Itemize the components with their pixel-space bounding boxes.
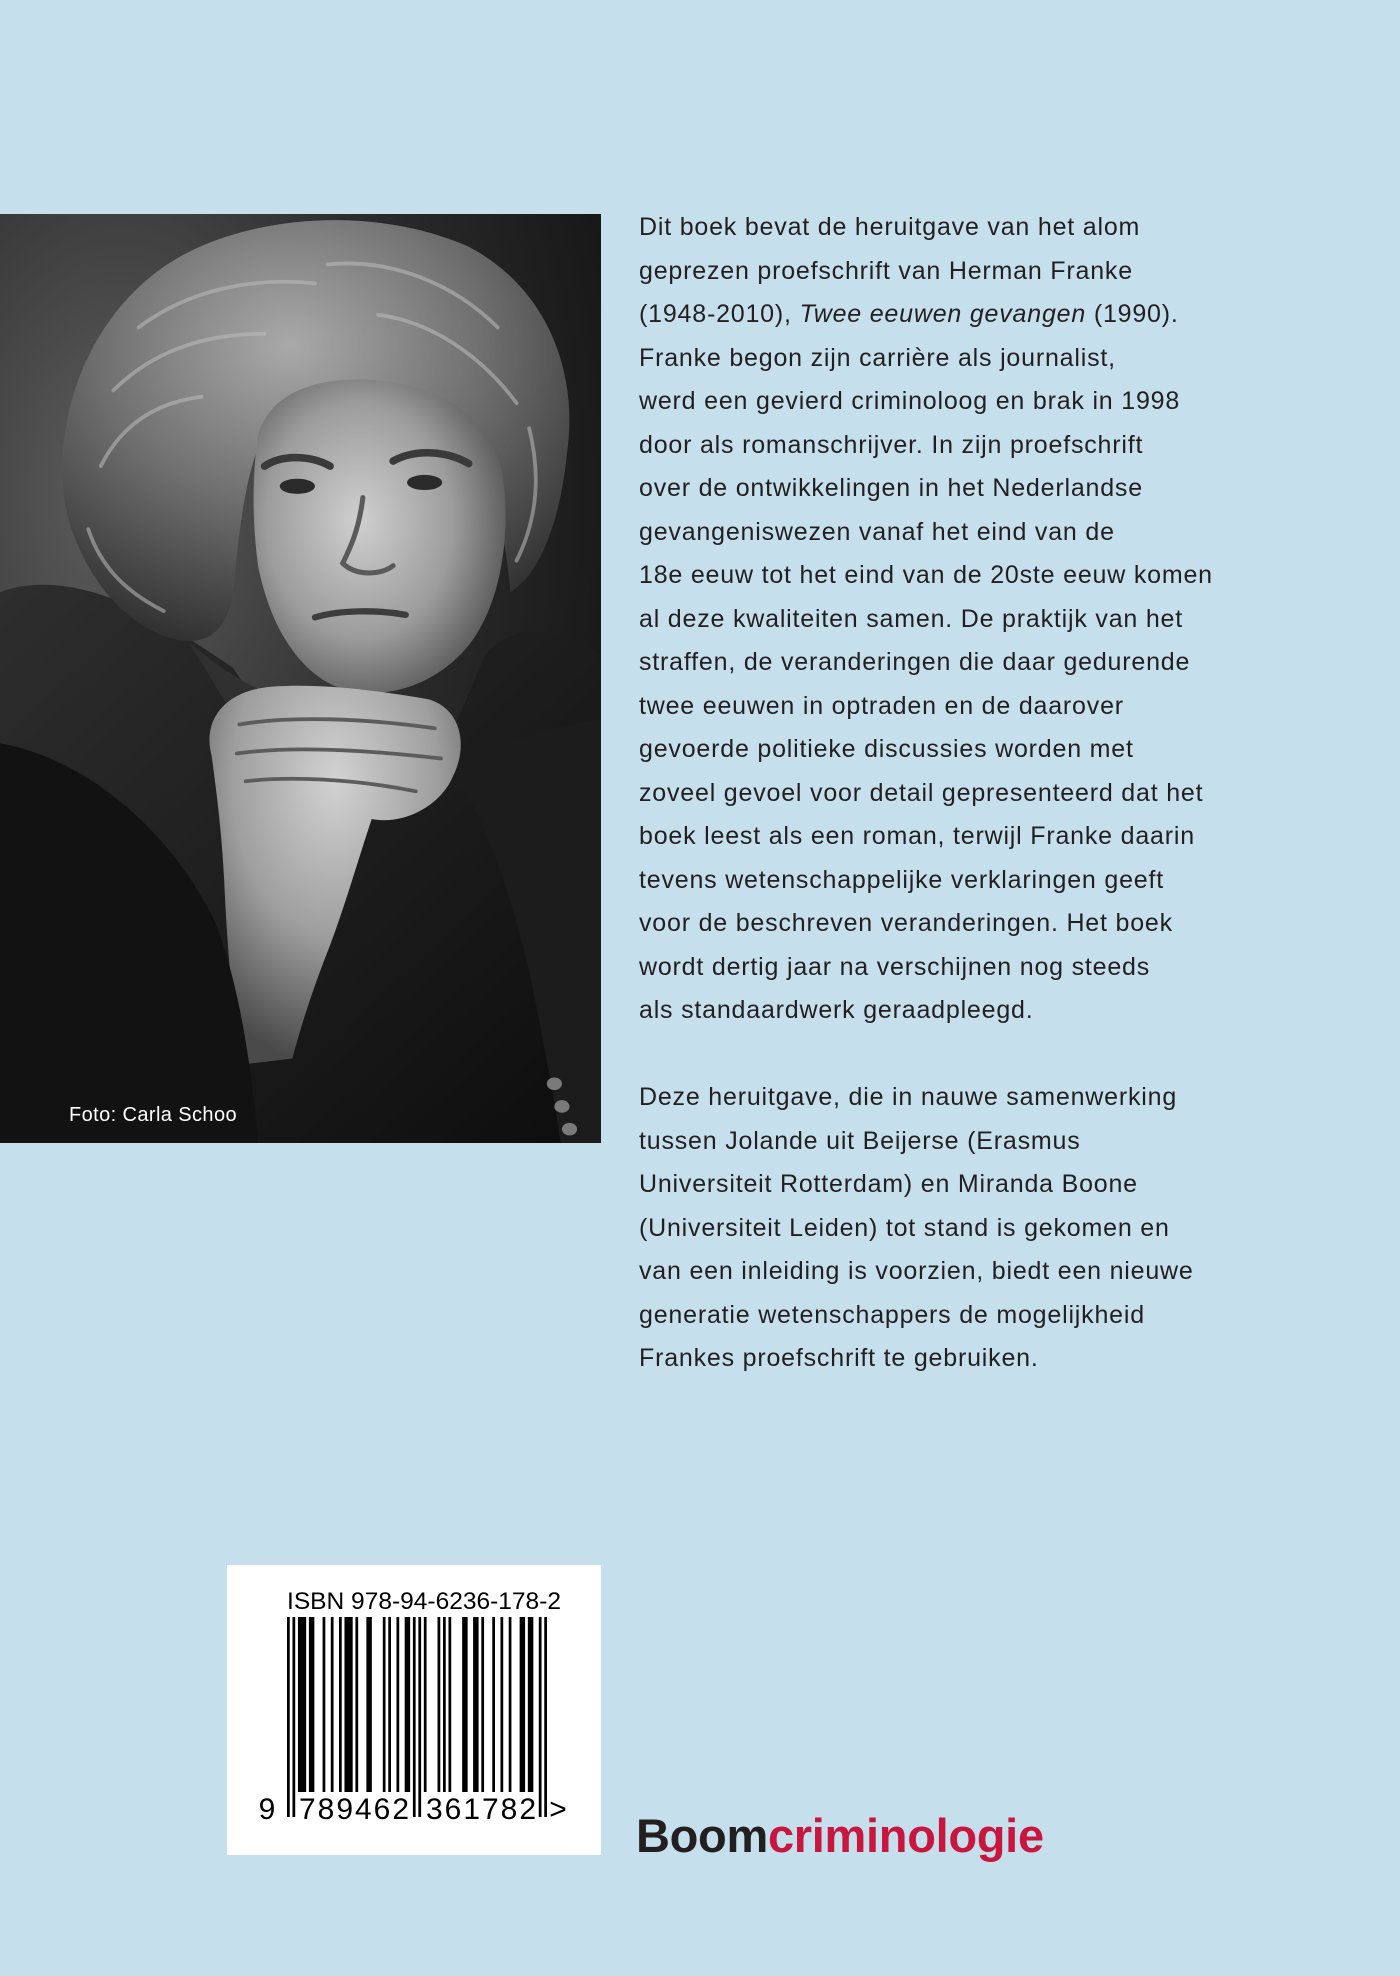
barcode-bar [366,1617,371,1792]
isbn-barcode-box [227,1565,601,1855]
barcode-guard-bar [418,1617,421,1817]
blurb-line: al deze kwaliteiten samen. De praktijk van het [639,604,1184,633]
ean-end-mark: > [549,1793,567,1826]
barcode-bar [492,1617,495,1792]
blurb-line: boek leest als een roman, terwijl Franke daarin [639,822,1195,850]
isbn-label: ISBN 978-94-6236-178-2 [287,1588,561,1615]
barcode-bar [331,1617,334,1792]
barcode-bar [309,1617,314,1792]
logo-boom: Boom [636,1809,768,1862]
blurb-line: tevens wetenschappelijke verklaringen geeft [639,865,1164,894]
blurb-line: twee eeuwen in optraden en de daarover [639,691,1124,720]
barcode-bar [298,1617,306,1792]
blurb-line: van een inleiding is voorzien, biedt een nieuwe [639,1257,1194,1285]
blurb-line: Deze heruitgave, die in nauwe samenwerking [639,1083,1178,1111]
barcode-bar [424,1617,427,1792]
barcode-bar [473,1617,478,1792]
barcode-bars [287,1617,547,1817]
logo-criminologie: criminologie [767,1809,1044,1862]
barcode-bar [520,1617,525,1792]
left-eye [280,479,315,494]
blurb-line: geprezen proefschrift van Herman Franke [639,256,1133,285]
blurb-line: als standaardwerk geraadpleegd. [639,996,1034,1024]
blurb-line: gevangeniswezen vanaf het eind van de [639,517,1115,546]
barcode-bar [438,1617,441,1792]
barcode-bar [383,1617,386,1792]
barcode-guard-bar [413,1617,416,1817]
blurb-line: zoveel gevoel voor detail gepresenteerd dat het [639,778,1204,807]
blurb-line: voor de beschreven veranderingen. Het boek [639,909,1173,937]
barcode-guard-bar [287,1617,290,1817]
book-title: Twee eeuwen gevangen [799,300,1087,328]
blurb-line: (Universiteit Leiden) tot stand is gekomen en [639,1213,1170,1242]
blurb-text: (1990). [1086,300,1179,328]
blurb-line: generatie wetenschappers de mogelijkheid [639,1300,1145,1329]
barcode-guard-bar [544,1617,547,1817]
blurb-line: straffen, de veranderingen die daar gedurende [639,648,1191,676]
blurb-line: tussen Jolande uit Beijerse (Erasmus [639,1126,1081,1155]
barcode-bar [509,1617,512,1792]
blurb-line: 18e eeuw tot het eind van de 20ste eeuw komen [639,561,1213,589]
barcode-guard-bar [292,1617,295,1817]
blurb-line [639,293,1213,337]
blurb-line: door als romanschrijver. In zijn proefschrift [639,430,1144,459]
barcode-bar [323,1617,326,1792]
blurb-paragraph-1 [639,206,1213,1033]
blurb-line: gevoerde politieke discussies worden met [639,735,1134,763]
barcode-bar [405,1617,410,1792]
barcode-bar [344,1617,352,1792]
barcode-bar [462,1617,467,1792]
blurb-line: Universiteit Rotterdam) en Miranda Boone [639,1170,1138,1198]
barcode-bar [448,1617,451,1792]
isbn-barcode [227,1565,601,1855]
barcode-bar [339,1617,342,1792]
face [254,379,506,693]
blurb-line: Dit boek bevat de heruitgave van het alom [639,213,1141,241]
blurb-line: Frankes proefschrift te gebruiken. [639,1344,1039,1372]
barcode-bar [388,1617,391,1792]
ean-right-digits: 361782 [426,1793,536,1826]
blurb-paragraph-2 [639,1076,1213,1381]
barcode-bar [355,1617,358,1792]
publisher-logo [636,1809,1044,1862]
barcode-bar [396,1617,399,1792]
ean-left-digits: 789462 [299,1793,409,1826]
ean-first-digit: 9 [258,1793,276,1826]
blurb-line: over de ontwikkelingen in het Nederlandse [639,474,1143,502]
author-photo [0,214,601,1143]
blurb-line: Franke begon zijn carrière als journalist, [639,343,1116,372]
blurb-line: werd een gevierd criminoloog en brak in 1998 [639,387,1181,415]
barcode-bar [500,1617,503,1792]
barcode-bar [481,1617,484,1792]
blurb-line: wordt dertig jaar na verschijnen nog steeds [639,952,1151,981]
barcode-bar [443,1617,446,1792]
back-cover-blurb [639,206,1213,1424]
photo-caption: Foto: Carla Schoo [69,1104,237,1126]
barcode-guard-bar [539,1617,542,1817]
author-portrait-image [0,214,601,1143]
barcode-bar [528,1617,533,1792]
right-eye [407,475,442,490]
blurb-text: (1948-2010), [639,300,800,328]
